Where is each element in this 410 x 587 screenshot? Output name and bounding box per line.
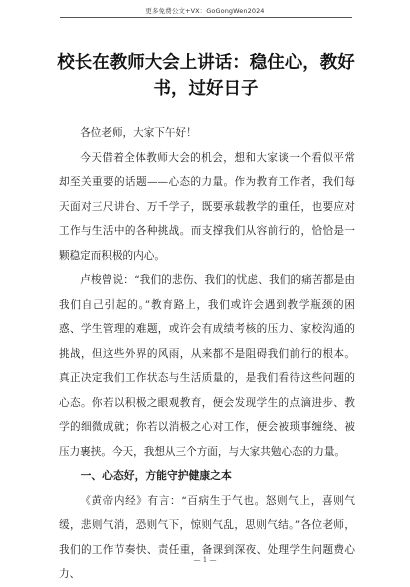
header-note: 更多免费公文+VX：GoGongWen2024: [145, 7, 265, 15]
document-body: [59, 121, 355, 587]
header-rule: [60, 17, 352, 18]
paragraph-section-1: 《黄帝内经》有言：“百病生于气也。怒则气上，喜则气缓，悲则气消，恐则气下，惊则气乱，思则气结。”各位老师，我们的工作节奏快、责任重，备课到深夜、处理学生问题费心力、: [59, 494, 355, 580]
paragraph-rousseau: 卢梭曾说：“我们的悲伤、我们的忧虑、我们的痛苦都是由我们自己引起的。”教育路上，我们或许会遇到教学瓶颈的困惑、学生管理的难题，或许会有成绩考核的压力、家校沟通的挑战，但这些外界的风雨，从来都不是阻碍我们前行的根本。真正决定我们工作状态与生活质量的，是我们看待这些问题的心态。你若以积极之眼观教育，便会发现学生的点滴进步、教学的细微成就；你若以消极之心对工作，便会被琐事缠绕、被压力裹挟。今天，我想从三个方面，与大家共勉心态的力量。: [59, 274, 355, 458]
section-heading: 一、心态好，方能守护健康之本: [80, 469, 232, 482]
document-title: 校长在教师大会上讲话：稳住心，教好书，过好日子: [57, 53, 355, 99]
salutation: 各位老师，大家下午好！: [80, 127, 197, 139]
page-number: — 1 —: [193, 556, 217, 564]
paragraph-intro: 今天借着全体教师大会的机会，想和大家谈一个看似平常却至关重要的话题——心态的力量。作为教育工作者，我们每天面对三尺讲台、万千学子，既要承载教学的重任，也要应对工作与生活中的各种挑战。而支撑我们从容前行的，恰恰是一颗稳定而积极的内心。: [59, 151, 355, 262]
